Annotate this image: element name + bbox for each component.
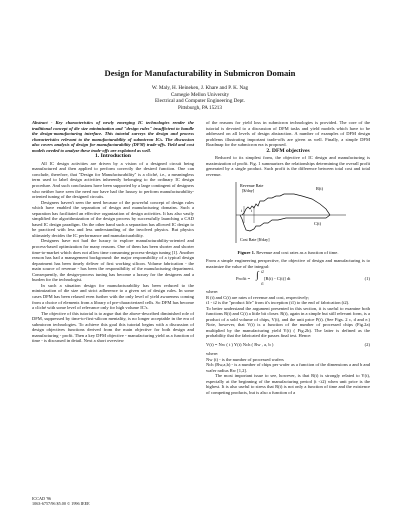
equation-lhs: Profit =: [236, 276, 251, 282]
equation-2: [206, 341, 370, 349]
integral-upper-limit: t2: [261, 270, 264, 275]
paragraph: From a simple engineering perspective, the objective of design and manufacturing is to maximize the value of the integral:: [206, 258, 370, 269]
section-heading-introduction: 1. Introduction: [95, 153, 131, 160]
figure-1-diagram: [206, 179, 370, 249]
section-heading-dfm-objectives: 2. DFM objectives: [266, 147, 310, 154]
paragraph: where:: [206, 289, 219, 295]
affiliation-university: Carnegie Mellon University: [170, 91, 230, 98]
conference-label: ICCAD '96: [32, 496, 52, 501]
paragraph: In such a situation design for manufacturability has been reduced to the minimization of die size and strict adherence to a given set of design rules. In some cases DFM has been relaxed even further with the only level of yield awareness coming from a choice of elements from a library of pre-characterized cells. So DFM has become a cliché with some level of relevance only for high volume IC's.: [32, 282, 194, 311]
figure-1: [206, 179, 370, 249]
figure-caption-text: Revenue and cost rates as a function of time.: [255, 250, 339, 256]
footer: [32, 496, 90, 506]
paragraph: Designers haven't seen the need because of the powerful concept of design rules which have enabled the separation of design and manufacturing domains. Such a separation has facilitated an effective organization of design activities. It has also vastly simplified the algorithmization of the design process by successfully launching a CAD based IC design paradigm. On the other hand such a separation has allowed IC design to be practiced with less and less understanding of the involved physics. But physics ultimately decides the IC performance and manufacturability.: [32, 199, 194, 238]
t2-label: t: [251, 209, 253, 214]
figure-label: Figure 1.: [237, 250, 256, 256]
abstract: Abstract - Key characteristics of newly emerging IC technologies render the traditional concept of die size minimization and "design rules" insufficient to handle the design-manufacturing interface. This tutorial surveys the design and process characteristics relevant to the manufacturability of submicron ICs. The discussion also covers analysis of design for manufacturability (DFM) trade-offs. Yield and cost models needed to analyze these trade-offs are explained as well.: [32, 120, 194, 153]
figure-1-caption: [206, 250, 370, 256]
paragraph: Nch (Rw,a,b) - is a number of chips per wafer as a function of the dimensions a and b and wafer radius Rw [1,2].: [206, 362, 370, 373]
paragraph: The most important issue to see, however, is that R(t) is strongly related to Y(t), especially at the beginning of the manufacturing period (t <t2) when unit price is the highest. It is also useful to stress that R(t) is not only a function of time and the existence of competing products, but is also a function of a: [206, 373, 370, 395]
paragraph: The objective of this tutorial is to argue that the above-described diminished role of DFM, suppressed by time-to-first-silicon mentality, is no longer acceptable in the era of submicron technologies. To achieve this goal this tutorial begins with a discussion of design objectives functions derived from the main objective for both design and manufacturing - profit. Then a key DFM objective - manufacturing yield as a function of time - is discussed in detail. Next a short overview: [32, 310, 194, 344]
equation-number: (2): [364, 342, 370, 348]
paper-title: Design for Manufacturability in Submicron Domain: [104, 68, 296, 78]
paragraph: To better understand the argument presented in this section, it is useful to examine both functions R(t) and C(t) a little bit closer. R(t), again in a simple but still relevant form, is a product of a sold volume of chips, V(t), and the unit price P(t). (See Figs. 2 c, d and e.) Note, however, that V(t) is a function of the number of processed chips (Fig.2a) multiplied by the manufacturing yield Y(t) ( Fig.2b). The latter is defined as the probability that the fabricated die passes final test. Hence:: [206, 305, 370, 339]
paragraph: R (t) and C(t) are rates of revenue and cost, respectively;: [206, 294, 310, 300]
t1-label: t: [241, 209, 243, 214]
revenue-curve: [242, 194, 330, 215]
authors: W. Maly, H. Heineken, J. Khare and P. K. Nag: [151, 85, 249, 91]
author-block: [0, 85, 400, 111]
integral-sign: ∫: [256, 270, 259, 282]
affiliation-city: Pittsburgh, PA 15213: [178, 104, 222, 111]
copyright: 1063-6757/96 $5.00 © 1996 IEEE: [32, 501, 90, 506]
paragraph: of the reasons for yield loss in submicron technologies is provided. The core of the tutorial is devoted to a discussion of DFM tasks and yield models which have to be addressed on all levels of design abstraction. A number of examples of DFM design problems illustrating important trade-offs are given as well. Finally, a simple DFM Roadmap for the submicron era is proposed.: [206, 120, 370, 148]
equation-body: V(t) = Nw ( t ) Y(t) Nch ( Rw , a, b ): [206, 342, 274, 348]
equation-1: [206, 271, 370, 287]
revenue-function-label: R(t): [316, 186, 324, 192]
revenue-axis-unit: [$/day]: [242, 188, 255, 194]
paragraph: Reduced to its simplest form, the objective of IC design and manufacturing is maximization of profit. Fig. 1 summarizes the relationships determining the overall profit generated by a single product. Such profit is the difference between total cost and total revenue.: [206, 155, 370, 177]
cost-axis-label: Cost Rate [$/day]: [240, 237, 270, 243]
paragraph: where:: [206, 351, 219, 357]
integral-lower-limit: t1: [261, 282, 264, 287]
affiliation-department: Electrical and Computer Engineering Dept.: [154, 98, 246, 105]
left-column: [32, 120, 194, 344]
equation-number: (1): [364, 276, 370, 282]
paragraph: Nw (t) - is the number of processed wafers: [206, 356, 284, 362]
paragraph: t1 - t2 is the "product life" from it's inception (t1) to the end of fabrication (t2).: [206, 300, 350, 306]
revenue-axis-label: Revenue Rate: [240, 183, 264, 189]
paragraph: All IC design activities are driven by a vision of a designed circuit being manufactured and then applied to perform correctly the desired function. One can conclude, therefore, that "Design for Manufacturability" is a cliché, i.e., a meaningless term used to label design activities inherently belonging to the ordinary IC design procedure. And such conclusions have been supported by a large contingent of designers who neither have seen the need nor have had the luxury to perform manufacturability-oriented tuning of the designed circuits.: [32, 160, 194, 200]
cost-function-label: C(t): [314, 221, 322, 227]
equation-body: [R(t) - C(t)] dt: [264, 276, 291, 282]
right-column: [206, 120, 370, 395]
paragraph: Designers have not had the luxury to explore manufacturability-oriented and process-based optimization for many reasons. One of them has been shorter and shorter time-to-market which does not allow time consuming process-design tuning [1]. Another reason has had a management background: the major responsibility of a typical design department has been timely deliver of first working silicon. Volume fabrication - the main source of revenue - has been the responsibility of the manufacturing department. Consequently, the design-process tuning has become a luxury for the designers and a burden for the technologist.: [32, 238, 194, 283]
